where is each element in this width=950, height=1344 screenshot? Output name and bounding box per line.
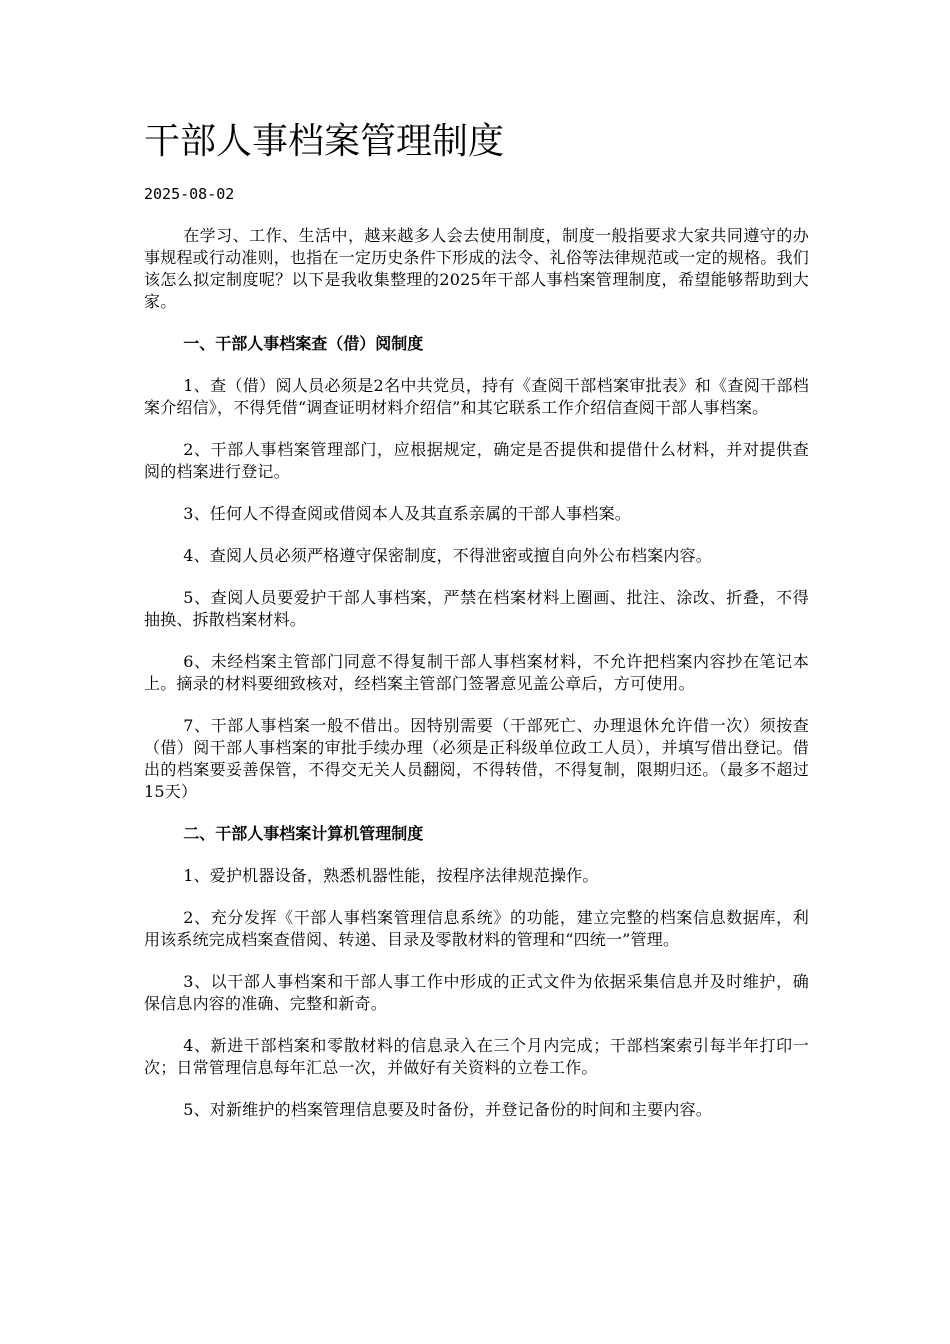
section-1-item-7: 7、干部人事档案一般不借出。因特别需要（干部死亡、办理退休允许借一次）须按查（借）阅干部人事档案的审批手续办理（必须是正科级单位政工人员），并填写借出登记。借出的档案要妥善保管，不得交无关人员翻阅，不得转借，不得复制，限期归还。（最多不超过15天） (144, 716, 809, 801)
section-2-item-1: 1、爱护机器设备，熟悉机器性能，按程序法律规范操作。 (183, 866, 599, 885)
section-1-item-6: 6、未经档案主管部门同意不得复制干部人事档案材料，不允许把档案内容抄在笔记本上。摘录的材料要细致核对，经档案主管部门签署意见盖公章后，方可使用。 (144, 652, 809, 693)
section-1-item-1: 1、查（借）阅人员必须是2名中共党员，持有《查阅干部档案审批表》和《查阅干部档案介绍信》，不得凭借“调查证明材料介绍信”和其它联系工作介绍信查阅干部人事档案。 (144, 376, 809, 417)
document-body (144, 225, 809, 1141)
section-2-item-2: 2、充分发挥《干部人事档案管理信息系统》的功能，建立完整的档案信息数据库，利用该系统完成档案查借阅、转递、目录及零散材料的管理和“四统一”管理。 (144, 908, 809, 949)
section-1-item-3: 3、任何人不得查阅或借阅本人及其直系亲属的干部人事档案。 (183, 504, 631, 523)
section-heading-2: 二、干部人事档案计算机管理制度 (183, 824, 424, 843)
section-2-item-4: 4、新进干部档案和零散材料的信息录入在三个月内完成；干部档案索引每半年打印一次；日常管理信息每年汇总一次，并做好有关资料的立卷工作。 (144, 1036, 809, 1077)
intro-paragraph: 在学习、工作、生活中，越来越多人会去使用制度，制度一般指要求大家共同遵守的办事规程或行动准则，也指在一定历史条件下形成的法令、礼俗等法律规范或一定的规格。我们该怎么拟定制度呢？以下是我收集整理的2025年干部人事档案管理制度，希望能够帮助到大家。 (144, 226, 809, 311)
section-heading-1: 一、干部人事档案查（借）阅制度 (183, 334, 424, 353)
section-1-item-5: 5、查阅人员要爱护干部人事档案，严禁在档案材料上圈画、批注、涂改、折叠，不得抽换、拆散档案材料。 (144, 588, 809, 629)
section-2-item-5: 5、对新维护的档案管理信息要及时备份，并登记备份的时间和主要内容。 (183, 1100, 712, 1119)
section-1-item-2: 2、干部人事档案管理部门，应根据规定，确定是否提供和提借什么材料，并对提供查阅的档案进行登记。 (144, 440, 809, 481)
section-1-item-4: 4、查阅人员必须严格遵守保密制度，不得泄密或擅自向外公布档案内容。 (183, 546, 712, 565)
section-2-item-3: 3、以干部人事档案和干部人事工作中形成的正式文件为依据采集信息并及时维护，确保信息内容的准确、完整和新奇。 (144, 972, 809, 1013)
page-title: 干部人事档案管理制度 (144, 121, 505, 162)
publish-date: 2025-08-02 (144, 185, 235, 203)
